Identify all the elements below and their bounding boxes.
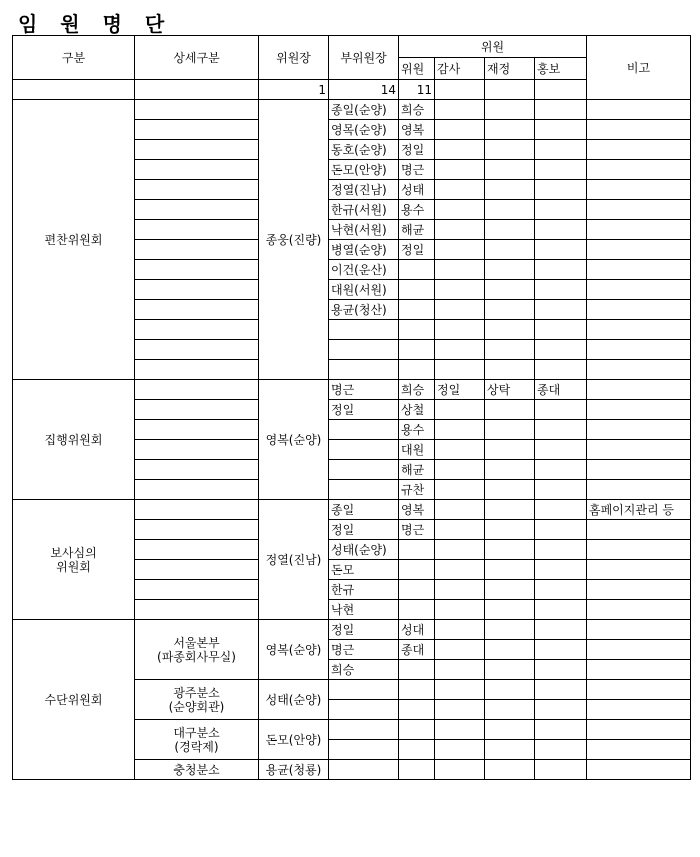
- review-vice: 정일: [329, 520, 399, 540]
- table-cell: [135, 340, 259, 360]
- table-cell: [435, 440, 485, 460]
- editorial-vice: 돈모(안양): [329, 160, 399, 180]
- clan-daegu-line2: (경락제): [174, 739, 219, 754]
- table-cell: [535, 740, 587, 760]
- editorial-vice: 낙현(서원): [329, 220, 399, 240]
- table-cell: [485, 680, 535, 700]
- table-cell: [435, 320, 485, 340]
- table-cell: [135, 500, 259, 520]
- table-cell: [485, 520, 535, 540]
- table-cell: [587, 760, 691, 780]
- table-cell: [399, 580, 435, 600]
- table-cell: [435, 620, 485, 640]
- table-cell: [587, 440, 691, 460]
- table-cell: [485, 660, 535, 680]
- table-cell: [435, 340, 485, 360]
- table-cell: [329, 700, 399, 720]
- executive-member: 상철: [399, 400, 435, 420]
- table-cell: [399, 560, 435, 580]
- editorial-vice: 한규(서원): [329, 200, 399, 220]
- clan-seoul-vice: 희승: [329, 660, 399, 680]
- table-cell: [135, 440, 259, 460]
- table-cell: [399, 740, 435, 760]
- table-cell: [399, 280, 435, 300]
- executive-member: 희승: [399, 380, 435, 400]
- table-cell: [535, 720, 587, 740]
- table-cell: [535, 320, 587, 340]
- table-cell: [587, 640, 691, 660]
- table-cell: [485, 500, 535, 520]
- table-cell: [329, 360, 399, 380]
- table-cell: [485, 300, 535, 320]
- section-review-name: [13, 500, 135, 620]
- count-vice-chair: 14: [329, 80, 399, 100]
- review-vice: 한규: [329, 580, 399, 600]
- table-cell: [435, 240, 485, 260]
- table-cell: [485, 360, 535, 380]
- table-cell: [587, 320, 691, 340]
- table-cell: [587, 480, 691, 500]
- executive-vice: 정일: [329, 400, 399, 420]
- table-cell: [535, 660, 587, 680]
- table-cell: [535, 620, 587, 640]
- executive-pr: 종대: [535, 380, 587, 400]
- table-cell: [329, 720, 399, 740]
- table-cell: [535, 200, 587, 220]
- table-cell: [435, 160, 485, 180]
- clan-daegu-detail: [135, 720, 259, 760]
- table-cell: [587, 660, 691, 680]
- table-cell: [135, 580, 259, 600]
- table-cell: [435, 480, 485, 500]
- review-chair: 정열(진남): [259, 500, 329, 620]
- table-cell: [135, 300, 259, 320]
- review-member: 영복: [399, 500, 435, 520]
- clan-daegu-line1: 대구분소: [173, 725, 220, 740]
- header-chair: 위원장: [259, 36, 329, 80]
- table-cell: [535, 240, 587, 260]
- executive-member: 용수: [399, 420, 435, 440]
- table-cell: [485, 740, 535, 760]
- table-cell: [435, 140, 485, 160]
- table-cell: [587, 620, 691, 640]
- table-cell: [587, 200, 691, 220]
- editorial-chair: 종웅(진량): [259, 100, 329, 380]
- table-cell: [485, 280, 535, 300]
- table-cell: [587, 420, 691, 440]
- review-vice: 낙현: [329, 600, 399, 620]
- table-cell: [329, 340, 399, 360]
- table-cell: [587, 280, 691, 300]
- executive-audit: 정일: [435, 380, 485, 400]
- editorial-member: 용수: [399, 200, 435, 220]
- table-cell: [435, 760, 485, 780]
- table-cell: [587, 220, 691, 240]
- executive-member: 해균: [399, 460, 435, 480]
- table-cell: [135, 240, 259, 260]
- table-cell: [399, 700, 435, 720]
- table-cell: [435, 460, 485, 480]
- table-cell: [435, 740, 485, 760]
- table-cell: [485, 440, 535, 460]
- table-cell: [399, 340, 435, 360]
- table-cell: [329, 440, 399, 460]
- table-cell: [135, 460, 259, 480]
- table-cell: [485, 640, 535, 660]
- table-cell: [435, 700, 485, 720]
- table-cell: [485, 400, 535, 420]
- table-cell: [485, 700, 535, 720]
- table-cell: [435, 580, 485, 600]
- table-cell: [485, 480, 535, 500]
- table-cell: [399, 760, 435, 780]
- review-vice: 종일: [329, 500, 399, 520]
- editorial-member: 영복: [399, 120, 435, 140]
- table-cell: [587, 300, 691, 320]
- table-cell: [587, 740, 691, 760]
- table-cell: [329, 680, 399, 700]
- table-cell: [587, 160, 691, 180]
- table-cell: [587, 540, 691, 560]
- table-cell: [587, 580, 691, 600]
- table-cell: [435, 400, 485, 420]
- executive-chair: 영복(순양): [259, 380, 329, 500]
- header-member: 위원: [399, 58, 435, 80]
- table-cell: [135, 180, 259, 200]
- table-cell: [535, 120, 587, 140]
- table-cell: [535, 640, 587, 660]
- editorial-member: 해균: [399, 220, 435, 240]
- table-cell: [535, 440, 587, 460]
- executive-member: 규찬: [399, 480, 435, 500]
- table-cell: [435, 540, 485, 560]
- table-cell: [399, 540, 435, 560]
- table-cell: [435, 500, 485, 520]
- table-cell: [135, 480, 259, 500]
- clan-seoul-chair: 영복(순양): [259, 620, 329, 680]
- table-cell: [535, 260, 587, 280]
- table-cell: [587, 180, 691, 200]
- table-cell: [535, 480, 587, 500]
- table-cell: [485, 320, 535, 340]
- table-cell: [329, 760, 399, 780]
- table-cell: [435, 120, 485, 140]
- clan-seoul-vice: 명근: [329, 640, 399, 660]
- table-cell: [587, 380, 691, 400]
- section-review-name-line1: 보사심의: [50, 545, 97, 560]
- header-note: 비고: [587, 36, 691, 100]
- clan-gwangju-line2: (순양회관): [168, 699, 225, 714]
- table-cell: [329, 460, 399, 480]
- table-cell: [135, 540, 259, 560]
- table-cell: [587, 360, 691, 380]
- table-cell: [587, 260, 691, 280]
- table-cell: [485, 580, 535, 600]
- table-cell: [135, 360, 259, 380]
- header-finance: 재정: [485, 58, 535, 80]
- table-cell: [399, 320, 435, 340]
- editorial-member: 정일: [399, 240, 435, 260]
- table-cell: [485, 240, 535, 260]
- table-cell: [135, 380, 259, 400]
- table-cell: [535, 180, 587, 200]
- table-cell: [135, 560, 259, 580]
- editorial-member: 희승: [399, 100, 435, 120]
- table-cell: [435, 360, 485, 380]
- table-cell: [435, 200, 485, 220]
- table-cell: [485, 540, 535, 560]
- table-cell: [135, 420, 259, 440]
- editorial-vice: 용균(청산): [329, 300, 399, 320]
- table-cell: [587, 560, 691, 580]
- table-cell: [485, 560, 535, 580]
- table-cell: [485, 140, 535, 160]
- table-cell: [399, 300, 435, 320]
- table-cell: [535, 220, 587, 240]
- table-cell: [535, 500, 587, 520]
- table-cell: [485, 720, 535, 740]
- table-cell: [485, 180, 535, 200]
- table-cell: [435, 680, 485, 700]
- table-cell: [399, 720, 435, 740]
- table-cell: [535, 140, 587, 160]
- table-cell: [485, 200, 535, 220]
- table-cell: [485, 340, 535, 360]
- table-cell: [587, 340, 691, 360]
- table-cell: [587, 120, 691, 140]
- header-category: 구분: [13, 36, 135, 80]
- table-cell: [435, 560, 485, 580]
- table-cell: [435, 640, 485, 660]
- count-chair: 1: [259, 80, 329, 100]
- table-cell: [135, 120, 259, 140]
- header-vice-chair: 부위원장: [329, 36, 399, 80]
- table-cell: [135, 600, 259, 620]
- table-cell: [587, 600, 691, 620]
- editorial-vice: 동호(순양): [329, 140, 399, 160]
- table-cell: [485, 420, 535, 440]
- editorial-vice: 종일(순양): [329, 100, 399, 120]
- table-cell: [485, 260, 535, 280]
- table-cell: [485, 160, 535, 180]
- table-cell: [587, 140, 691, 160]
- table-cell: [535, 680, 587, 700]
- header-members-group: 위원: [399, 36, 587, 58]
- table-cell: [135, 200, 259, 220]
- editorial-vice: 영목(순양): [329, 120, 399, 140]
- clan-daegu-chair: 돈모(안양): [259, 720, 329, 760]
- editorial-member: 명근: [399, 160, 435, 180]
- table-cell: [535, 600, 587, 620]
- table-cell: [535, 760, 587, 780]
- table-cell: [435, 300, 485, 320]
- table-cell: [535, 280, 587, 300]
- editorial-vice: 대원(서원): [329, 280, 399, 300]
- table-cell: [535, 400, 587, 420]
- clan-gwangju-chair: 성태(순양): [259, 680, 329, 720]
- table-cell: [435, 660, 485, 680]
- clan-gwangju-line1: 광주분소: [173, 685, 220, 700]
- section-clan-name: 수단위원회: [13, 620, 135, 780]
- table-cell: [485, 220, 535, 240]
- table-cell: [535, 360, 587, 380]
- table-cell: [587, 680, 691, 700]
- clan-seoul-member: 종대: [399, 640, 435, 660]
- table-cell: [399, 660, 435, 680]
- clan-seoul-vice: 정일: [329, 620, 399, 640]
- table-cell: [485, 460, 535, 480]
- table-cell: [535, 160, 587, 180]
- table-cell: [535, 340, 587, 360]
- table-cell: [485, 120, 535, 140]
- section-review-name-line2: 위원회: [56, 559, 91, 574]
- section-editorial-name: 편찬위원회: [13, 100, 135, 380]
- officer-roster-table: [12, 35, 691, 780]
- review-vice: 돈모: [329, 560, 399, 580]
- executive-member: 대원: [399, 440, 435, 460]
- clan-seoul-line1: 서울본부: [173, 635, 220, 650]
- table-cell: [399, 600, 435, 620]
- table-cell: [535, 420, 587, 440]
- editorial-member: 정일: [399, 140, 435, 160]
- table-cell: [535, 520, 587, 540]
- header-audit: 감사: [435, 58, 485, 80]
- page-title: 임 원 명 단: [18, 12, 173, 36]
- table-cell: [135, 160, 259, 180]
- table-cell: [435, 260, 485, 280]
- table-cell: [135, 260, 259, 280]
- table-cell: [587, 700, 691, 720]
- review-note: 홈페이지관리 등: [587, 500, 691, 520]
- clan-chungcheong-detail: 충청분소: [135, 760, 259, 780]
- table-cell: [135, 320, 259, 340]
- section-executive-name: 집행위원회: [13, 380, 135, 500]
- table-cell: [587, 720, 691, 740]
- table-cell: [535, 560, 587, 580]
- editorial-vice: 병열(순양): [329, 240, 399, 260]
- table-cell: [135, 280, 259, 300]
- table-cell: [329, 740, 399, 760]
- table-cell: [399, 680, 435, 700]
- executive-vice: 명근: [329, 380, 399, 400]
- header-pr: 홍보: [535, 58, 587, 80]
- table-cell: [435, 420, 485, 440]
- table-cell: [135, 140, 259, 160]
- table-cell: [485, 620, 535, 640]
- table-cell: [329, 320, 399, 340]
- table-cell: [435, 600, 485, 620]
- table-cell: [535, 700, 587, 720]
- table-cell: [135, 220, 259, 240]
- editorial-vice: 이건(운산): [329, 260, 399, 280]
- table-cell: [435, 180, 485, 200]
- clan-chungcheong-chair: 용균(청룡): [259, 760, 329, 780]
- table-cell: [399, 360, 435, 380]
- header-detail: 상세구분: [135, 36, 259, 80]
- review-vice: 성태(순양): [329, 540, 399, 560]
- executive-finance: 상탁: [485, 380, 535, 400]
- table-cell: [399, 260, 435, 280]
- clan-seoul-detail: [135, 620, 259, 680]
- review-member: 명근: [399, 520, 435, 540]
- clan-gwangju-detail: [135, 680, 259, 720]
- count-member: 11: [399, 80, 435, 100]
- table-cell: [485, 600, 535, 620]
- table-cell: [135, 400, 259, 420]
- table-cell: [535, 580, 587, 600]
- table-cell: [587, 400, 691, 420]
- table-cell: [535, 460, 587, 480]
- table-cell: [535, 540, 587, 560]
- table-cell: [435, 220, 485, 240]
- table-cell: [587, 520, 691, 540]
- table-cell: [435, 280, 485, 300]
- table-cell: [587, 460, 691, 480]
- editorial-member: 성태: [399, 180, 435, 200]
- table-cell: [135, 520, 259, 540]
- table-cell: [329, 480, 399, 500]
- table-cell: [587, 240, 691, 260]
- clan-seoul-member: 성대: [399, 620, 435, 640]
- editorial-vice: 정열(진남): [329, 180, 399, 200]
- table-cell: [435, 720, 485, 740]
- table-cell: [329, 420, 399, 440]
- clan-seoul-line2: (파종회사무실): [157, 649, 236, 664]
- table-cell: [535, 300, 587, 320]
- table-cell: [435, 520, 485, 540]
- table-cell: [485, 760, 535, 780]
